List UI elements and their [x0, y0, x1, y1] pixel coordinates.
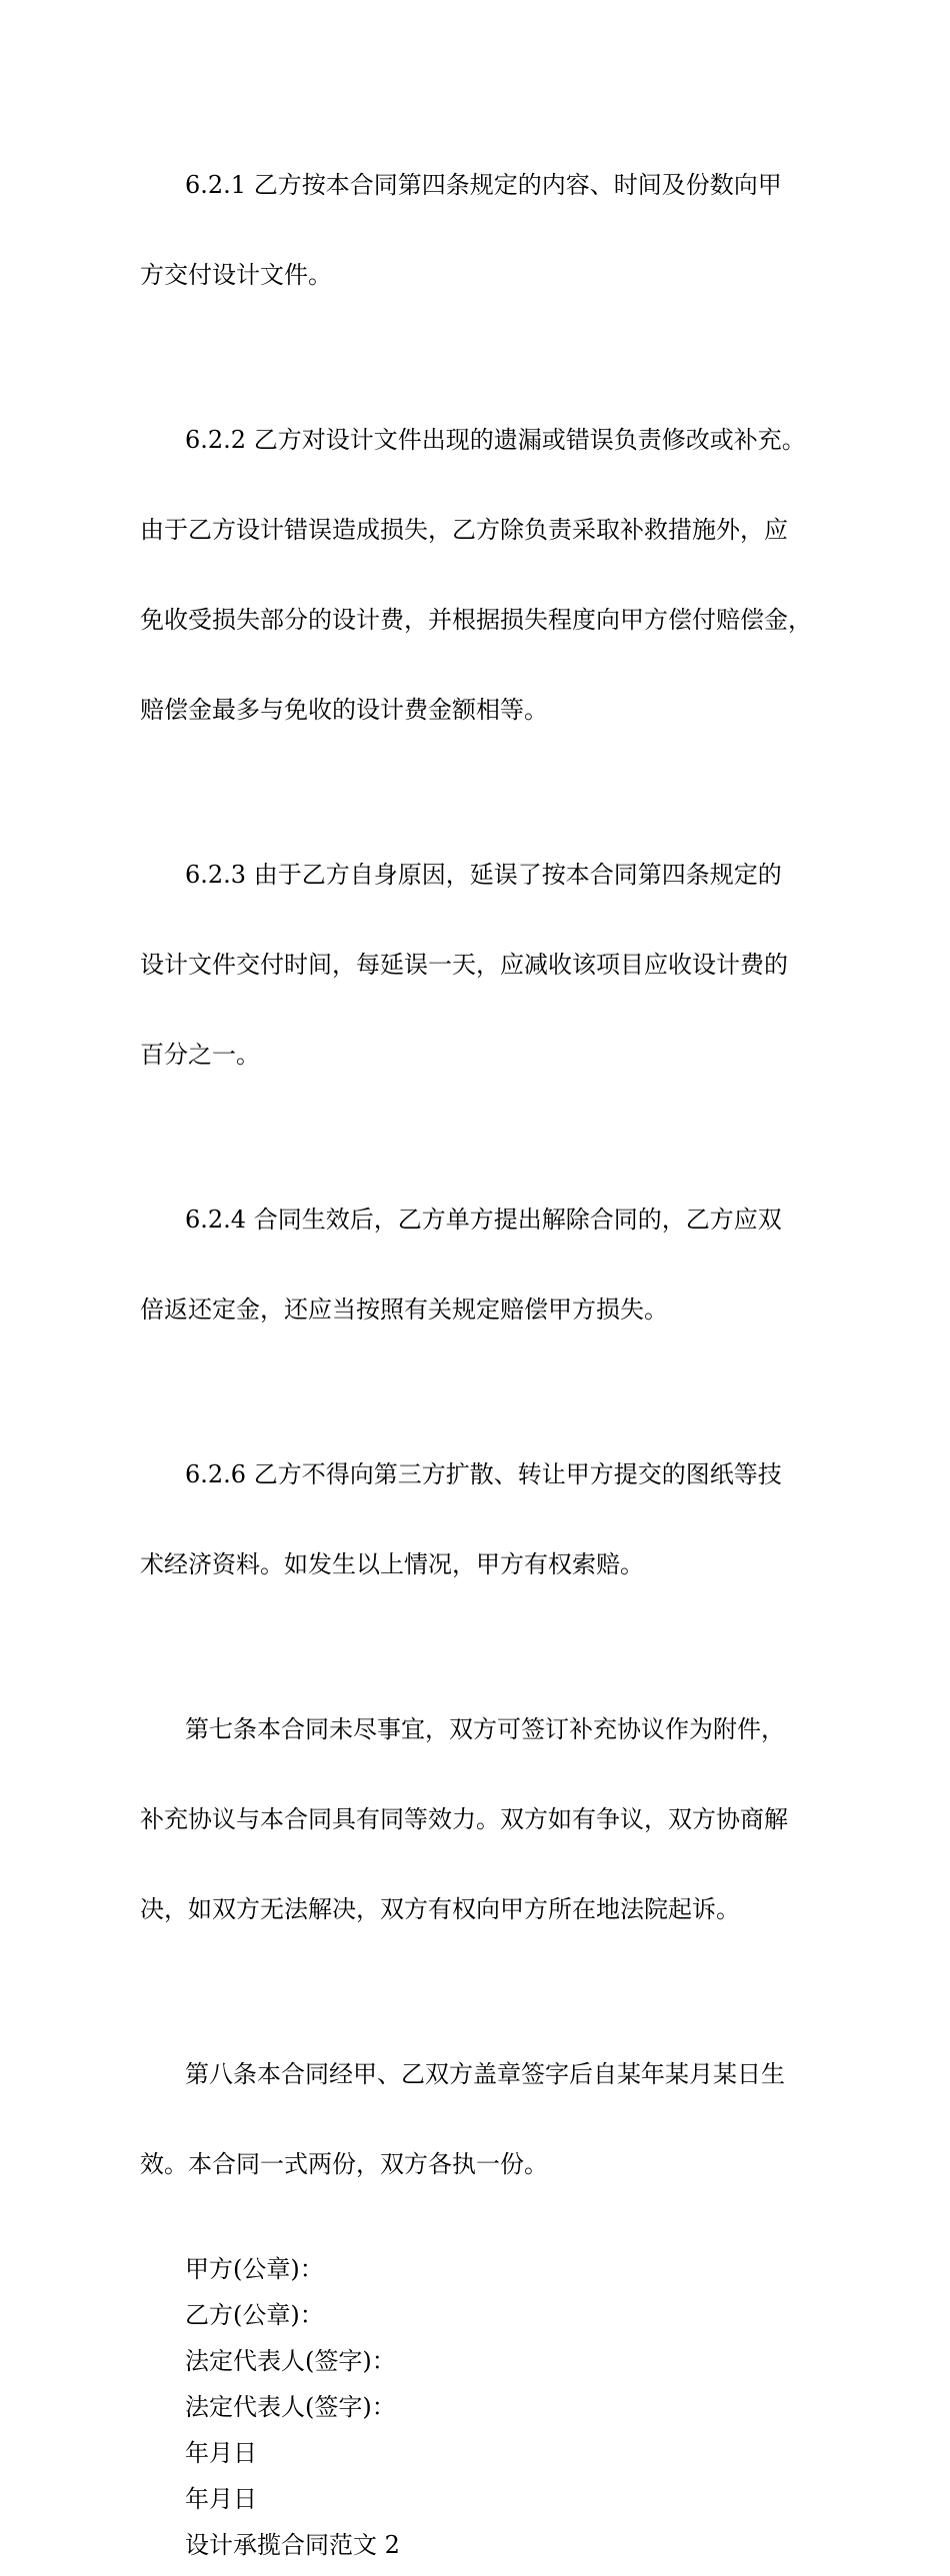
article-8: [140, 1999, 820, 2239]
text-line: 6.2.2 乙方对设计文件出现的遗漏或错误负责修改或补充。: [185, 426, 806, 454]
text-line: 第七条本合同未尽事宜，双方可签订补充协议作为附件，: [185, 1715, 785, 1743]
article-7: [140, 1654, 820, 1984]
clause-6-2-4: [140, 1145, 820, 1384]
text-line: 方交付设计文件。: [140, 261, 332, 289]
text-line: 6.2.1 乙方按本合同第四条规定的内容、时间及份数向甲: [185, 171, 782, 199]
document-page: [140, 110, 820, 2576]
clause-6-2-3: [140, 800, 820, 1130]
text-line: 6.2.6 乙方不得向第三方扩散、转让甲方提交的图纸等技: [185, 1460, 782, 1488]
next-section-title: 设计承揽合同范文 2: [185, 2531, 400, 2559]
text-line: 补充协议与本合同具有同等效力。双方如有争议，双方协商解: [140, 1805, 788, 1833]
text-line: 百分之一。: [140, 1041, 260, 1069]
text-line: 第八条本合同经甲、乙双方盖章签字后自某年某月某日生: [185, 2060, 785, 2088]
text-line: 6.2.3 由于乙方自身原因，延误了按本合同第四条规定的: [185, 861, 782, 889]
legal-rep-b-sign-line: 法定代表人(签字)：: [185, 2393, 396, 2421]
party-b-seal-line: 乙方(公章)：: [185, 2301, 324, 2329]
text-line: 术经济资料。如发生以上情况，甲方有权索赔。: [140, 1550, 644, 1578]
text-line: 决，如双方无法解决，双方有权向甲方所在地法院起诉。: [140, 1895, 740, 1923]
text-line: 由于乙方设计错误造成损失，乙方除负责采取补救措施外，应: [140, 516, 788, 544]
clause-6-2-6: [140, 1399, 820, 1639]
clause-6-2-2: [140, 365, 820, 785]
text-line: 效。本合同一式两份，双方各执一份。: [140, 2150, 548, 2178]
text-line: 倍返还定金，还应当按照有关规定赔偿甲方损失。: [140, 1295, 668, 1323]
date-line-b: 年月日: [185, 2485, 257, 2513]
text-line: 免收受损失部分的设计费，并根据损失程度向甲方偿付赔偿金，: [140, 606, 812, 634]
text-line: 设计文件交付时间，每延误一天，应减收该项目应收设计费的: [140, 951, 788, 979]
party-a-seal-line: 甲方(公章)：: [185, 2255, 324, 2283]
text-line: 6.2.4 合同生效后，乙方单方提出解除合同的，乙方应双: [185, 1206, 782, 1234]
date-line-a: 年月日: [185, 2439, 257, 2467]
clause-6-2-1: [140, 110, 820, 350]
text-line: 赔偿金最多与免收的设计费金额相等。: [140, 696, 548, 724]
legal-rep-a-sign-line: 法定代表人(签字)：: [185, 2347, 396, 2375]
